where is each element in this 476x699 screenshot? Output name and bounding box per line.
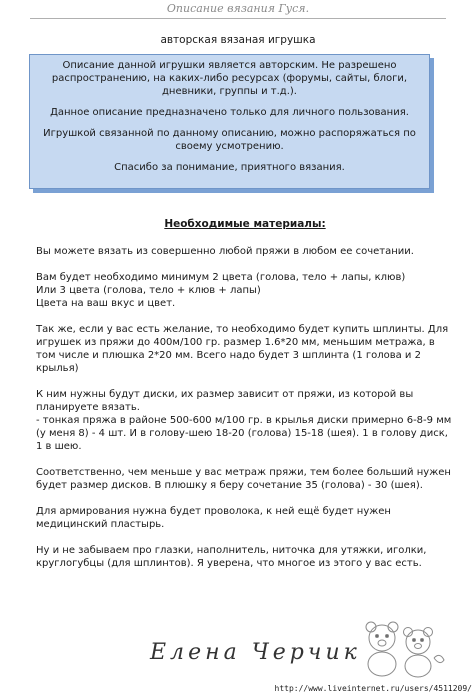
materials-paragraph: Для армирования нужна будет проволока, к ней ещё будет нужен медицинский пластырь.: [36, 506, 391, 530]
notice-paragraph: Игрушкой связанной по данному описанию, можно распоряжаться по своему усмотрению.: [43, 128, 416, 152]
materials-paragraph: Соответственно, чем меньше у вас метраж пряжи, тем более больший нужен будет размер дисков. В плюшку я беру сочетание 35 (голова) - 30 (шея).: [36, 467, 451, 491]
text-line: - тонкая пряжа в районе 500-600 м/100 гр. в крылья диски примерно 6-8-9 мм (у меня 8) - 4 шт. И в голову-шею 18-20 (голова) 15-18 (шея). 1 в голову диск, 1 в шею.: [36, 415, 452, 452]
notice-paragraph: Спасибо за понимание, приятного вязания.: [114, 162, 345, 173]
source-url: http://www.liveinternet.ru/users/4511209/: [274, 684, 472, 693]
materials-paragraph: Вы можете вязать из совершенно любой пряжи в любом ее сочетании.: [36, 246, 414, 257]
text-line: К ним нужны будут диски, их размер зависит от пряжи, из которой вы планируете вязать.: [36, 389, 414, 413]
header-divider: [30, 18, 446, 19]
materials-paragraph: Ну и не забываем про глазки, наполнитель, ниточка для утяжки, иголки, круглогубцы (для шплинтов). Я уверена, что многое из этого у вас есть.: [36, 545, 427, 569]
materials-paragraph-discs: [36, 388, 454, 453]
page-header: [0, 0, 476, 20]
text-line: Или 3 цвета (голова, тело + клюв + лапы): [36, 285, 261, 296]
notice-paragraph: Данное описание предназначено только для личного пользования.: [50, 107, 409, 118]
notice-paragraph: Описание данной игрушки является авторским. Не разрешено распространению, на каких-либо ресурсах (форумы, сайты, блоги, дневники, группы и т.д.).: [51, 60, 408, 97]
materials-heading: Необходимые материалы:: [164, 218, 326, 230]
text-line: Цвета на ваш вкус и цвет.: [36, 298, 176, 309]
document-subtitle: авторская вязаная игрушка: [160, 34, 316, 46]
document-title: Описание вязания Гуся.: [166, 2, 310, 15]
materials-section: [36, 218, 454, 583]
teddy-bears-icon: [352, 616, 452, 678]
materials-paragraph-colors: [36, 271, 454, 310]
text-line: Вам будет необходимо минимум 2 цвета (голова, тело + лапы, клюв): [36, 272, 406, 283]
materials-paragraph: Так же, если у вас есть желание, то необходимо будет купить шплинты. Для игрушек из пряжи до 400м/100 гр. размер 1.6*20 мм, меньшим метража, в том числе и плюшка 2*20 мм. Всего надо будет 3 шплинта (1 голова и 2 крылья): [36, 324, 449, 374]
copyright-notice-box: [29, 54, 430, 189]
author-signature: Елена Черчик: [150, 640, 361, 665]
